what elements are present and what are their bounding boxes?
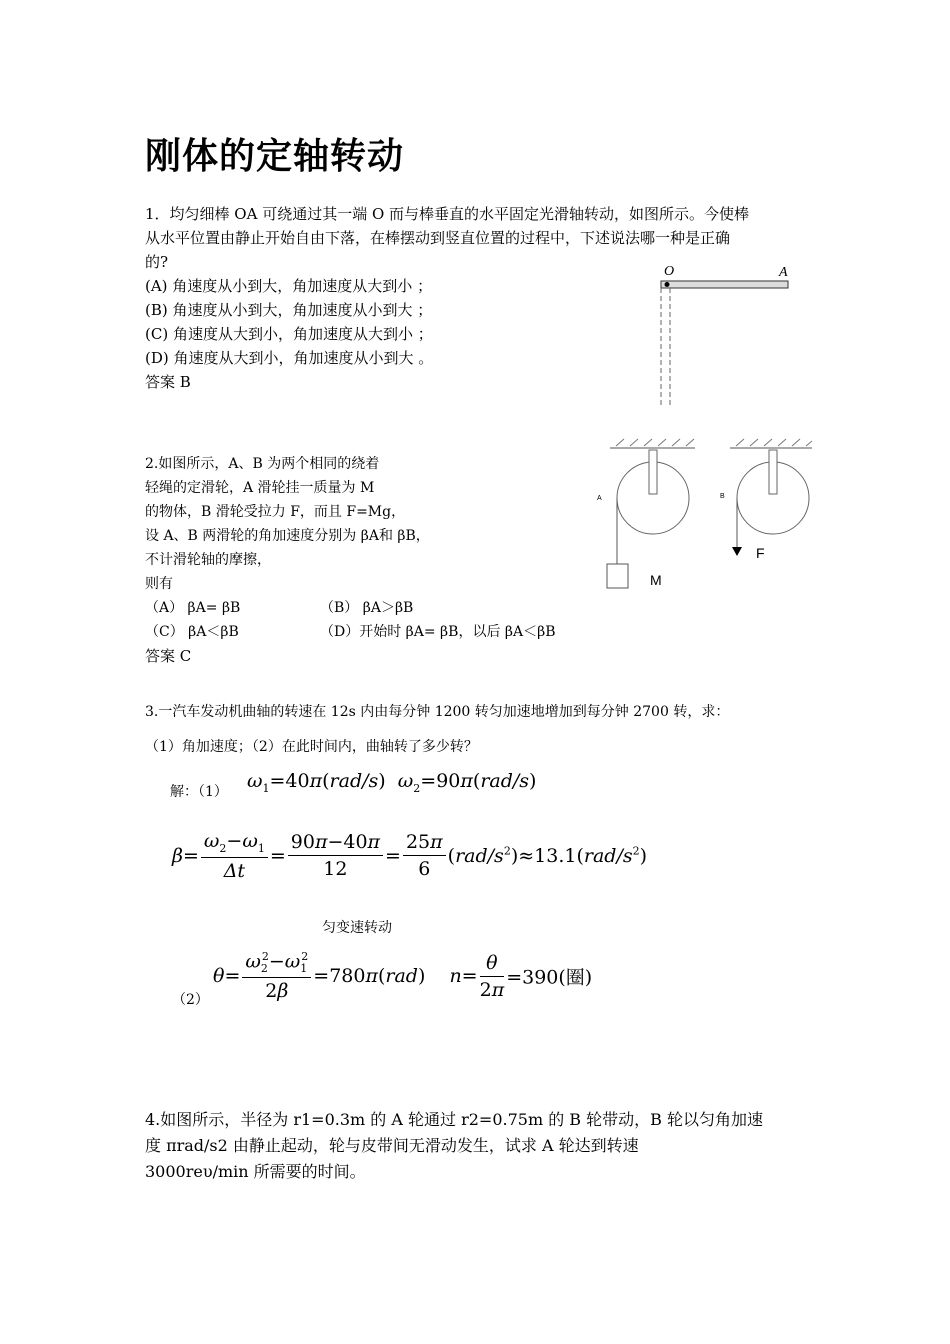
q1-rod-figure bbox=[655, 262, 795, 412]
q2-line3: 的物体，B 滑轮受拉力 F，而且 F=Mg， bbox=[145, 504, 406, 520]
q1-option-b: (B) 角速度从小到大，角加速度从小到大 ； bbox=[145, 301, 433, 319]
q1-option-c: (C) 角速度从大到小，角加速度从大到小 ； bbox=[145, 325, 433, 343]
page-title: 刚体的定轴转动 bbox=[145, 136, 405, 177]
q2-line6: 则有 bbox=[145, 576, 173, 592]
q1-line3: 的? bbox=[145, 253, 169, 271]
q3-line1: 3.一汽车发动机曲轴的转速在 12s 内由每分钟 1200 转匀加速地增加到每分钟 2700 转，求： bbox=[145, 704, 730, 720]
q2-pulley-figure bbox=[590, 436, 850, 596]
q2-line5: 不计滑轮轴的摩擦， bbox=[145, 552, 271, 568]
q3-uniform-motion: 匀变速转动 bbox=[322, 920, 392, 936]
q2-fig-label-f: F bbox=[756, 545, 765, 561]
q1-fig-label-o: O bbox=[664, 264, 675, 279]
q3-line2: （1）角加速度；（2）在此时间内，曲轴转了多少转？ bbox=[145, 739, 478, 755]
q1-answer: 答案 B bbox=[145, 373, 191, 391]
q2-line2: 轻绳的定滑轮，A 滑轮挂一质量为 M bbox=[145, 480, 375, 496]
q2-fig-label-b: B bbox=[720, 493, 725, 500]
q2-option-b: （B） βA＞βB bbox=[320, 600, 414, 616]
q2-option-d: （D）开始时 βA= βB，以后 βA＜βB bbox=[320, 624, 556, 640]
ceiling-a-hatch bbox=[616, 439, 694, 446]
axle-a bbox=[649, 450, 657, 494]
q1-rod-horizontal bbox=[661, 281, 788, 288]
q1-fig-label-a: A bbox=[779, 265, 788, 280]
q2-line1: 2.如图所示，A、B 为两个相同的绕着 bbox=[145, 456, 380, 472]
q1-pivot bbox=[665, 282, 670, 287]
force-arrow bbox=[732, 547, 742, 556]
q2-fig-label-a: A bbox=[597, 495, 602, 502]
q2-line4: 设 A、B 两滑轮的角加速度分别为 βA和 βB， bbox=[145, 528, 430, 544]
q3-omega-equation: $\omega_1=40\pi(rad/s)$ $\omega_2=90\pi(rad/s)$ bbox=[247, 770, 537, 795]
q2-option-a: （A） βA= βB bbox=[145, 600, 241, 616]
q4-line1: 4.如图所示，半径为 r1=0.3m 的 A 轮通过 r2=0.75m 的 B 轮带动，B 轮以匀角加速 bbox=[145, 1110, 763, 1129]
q4-text bbox=[145, 1107, 810, 1185]
q1-option-a: (A) 角速度从小到大，角加速度从大到小 ； bbox=[145, 277, 433, 295]
q3-theta-equation: θ= $\frac{\omega_2^2-\omega_1^2}{2\beta}$ =780π(rad) n= $\frac{\theta}{2\pi}$ =390(圈) bbox=[213, 950, 593, 1003]
axle-b bbox=[769, 450, 777, 494]
q3-solution-label: 解：（1） bbox=[170, 784, 228, 800]
q2-text bbox=[145, 452, 595, 668]
q1-line2: 从水平位置由静止开始自由下落，在棒摆动到竖直位置的过程中，下述说法哪一种是正确 bbox=[145, 229, 731, 247]
mass-block bbox=[607, 564, 628, 588]
q3-part2-label: （2） bbox=[172, 992, 209, 1008]
q1-line1: 1．均匀细棒 OA 可绕通过其一端 O 而与棒垂直的水平固定光滑轴转动，如图所示。今使棒 bbox=[145, 205, 750, 223]
q1-option-d: (D) 角速度从大到小，角加速度从小到大 。 bbox=[145, 349, 434, 367]
q4-line2: 度 πrad/s2 由静止起动，轮与皮带间无滑动发生，试求 A 轮达到转速 bbox=[145, 1136, 639, 1155]
q3-beta-equation: β= $\frac{\omega_2-\omega_1}{\Delta t}$ = $\frac{90\pi-40\pi}{12}$ = $\frac{25\pi}{6}$ $(rad/s^2)\approx 13.1(rad/s^2)$ bbox=[172, 830, 648, 882]
ceiling-b-hatch bbox=[736, 439, 812, 446]
q4-line3: 3000reυ/min 所需要的时间。 bbox=[145, 1162, 366, 1181]
q2-answer: 答案 C bbox=[145, 647, 192, 665]
q2-option-c: （C） βA＜βB bbox=[145, 624, 239, 640]
q2-fig-label-m: M bbox=[650, 572, 662, 588]
